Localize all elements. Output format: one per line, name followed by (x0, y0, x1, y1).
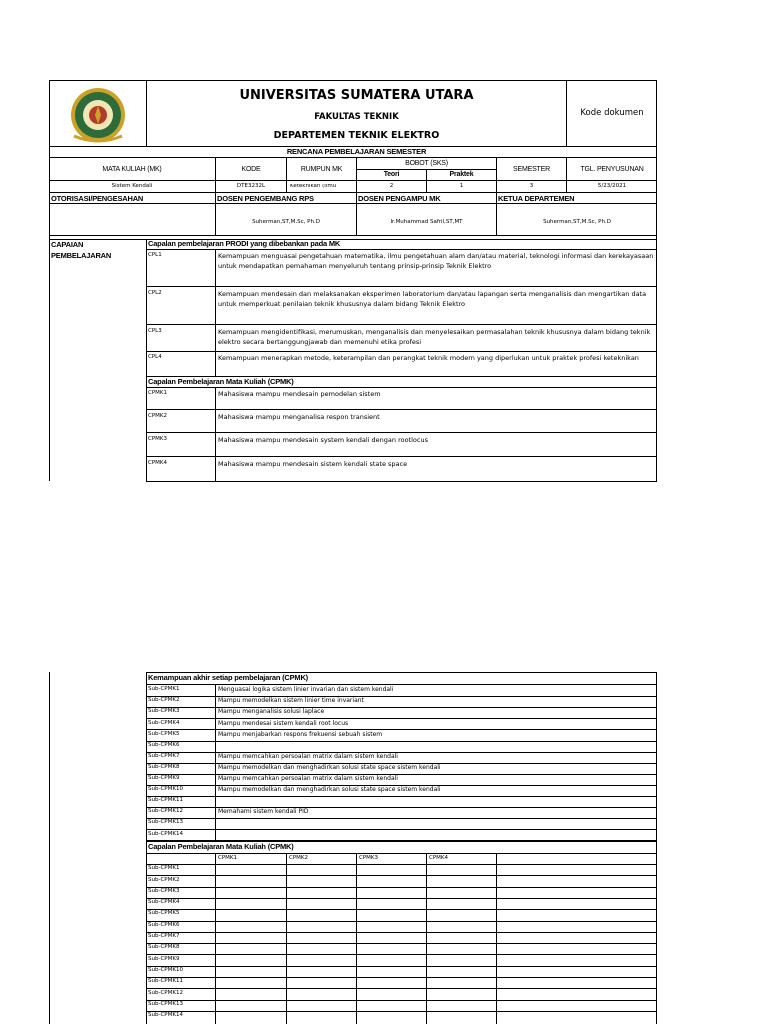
matrix-row-label: Sub-CPMK3 (148, 887, 180, 894)
sub-cpmk-header: Kemampuan akhir setiap pembelajaran (CPMK) (148, 673, 308, 682)
cpmk-text: Mahasiswa mampu menganalisa respon transient (218, 413, 380, 421)
header-semester: SEMESTER (513, 166, 550, 173)
matrix-row-label: Sub-CPMK8 (148, 944, 180, 951)
matrix-column-label: CPMK4 (429, 855, 449, 861)
cpl-text: Kemampuan mendesain dan melaksanakan eksperimen laboratorium dan/atau lapangan serta menganalisis dan mengartikan data untuk memperkuat penilaian teknik khususnya dalam bidang Teknik Elektro (218, 290, 647, 309)
lecturer-name: Ir.Muhammad Safril,ST,MT (390, 219, 463, 225)
cpmk-code: CPMK4 (148, 460, 168, 466)
cpmk-text: Mahasiswa mampu mendesain system kendali dengan rootlocus (218, 436, 428, 444)
sub-cpmk-code: Sub-CPMK4 (148, 719, 180, 726)
sub-cpmk-code: Sub-CPMK3 (148, 708, 180, 715)
cpl-code: CPL1 (148, 252, 162, 258)
matrix-header: Capalan Pembelajaran Mata Kuliah (CPMK) (148, 842, 294, 851)
university-logo (64, 86, 132, 144)
matrix-column-label: CPMK3 (359, 855, 379, 861)
sub-cpmk-text: Mampu memodelkan sistem linier time invariant (218, 697, 364, 705)
head-label: KETUA DEPARTEMEN (498, 194, 575, 203)
sub-cpmk-code: Sub-CPMK8 (148, 763, 180, 770)
matrix-row-label: Sub-CPMK9 (148, 955, 180, 962)
university-name: UNIVERSITAS SUMATERA UTARA (239, 88, 474, 103)
course-name: Sistem Kendali (111, 183, 153, 189)
matrix-row-label: Sub-CPMK11 (148, 978, 183, 985)
sub-cpmk-code: Sub-CPMK12 (148, 808, 183, 815)
rps-title: RENCANA PEMBELAJARAN SEMESTER (286, 147, 427, 156)
outcomes-label-1: CAPAIAN (51, 240, 84, 249)
head-name: Suherman,ST,M.Sc, Ph.D (543, 219, 611, 225)
sub-cpmk-code: Sub-CPMK2 (148, 697, 180, 704)
course-semester: 3 (529, 183, 534, 189)
sub-cpmk-code: Sub-CPMK13 (148, 819, 183, 826)
cpmk-text: Mahasiswa mampu mendesain pemodelan sistem (218, 390, 381, 398)
cpmk-code: CPMK2 (148, 413, 168, 419)
header-cluster: RUMPUN MK (300, 166, 343, 173)
cpmk-text: Mahasiswa mampu mendesain sistem kendali state space (218, 460, 408, 468)
cpl-code: CPL3 (148, 328, 162, 334)
header-credits: BOBOT (SKS) (405, 160, 448, 167)
course-practice: 1 (459, 183, 464, 189)
sub-cpmk-code: Sub-CPMK7 (148, 752, 180, 759)
cpl-text: Kemampuan mengidentifikasi, merumuskan, menganalisis dan menyelesaikan permasalahan teknik khususnya dalam bidang teknik elektro secara bertanggungjawab dan memenuhi etika profesi (218, 328, 651, 347)
header-date: TGL. PENYUSUNAN (580, 166, 644, 173)
course-code: DTE3232L (236, 183, 266, 189)
header-practice: Praktek (449, 171, 474, 178)
cpl-text: Kemampuan menerapkan metode, keterampilan dan perangkat teknik modern yang diperlukan untuk praktek profesi keteknikan (218, 354, 639, 362)
matrix-row-label: Sub-CPMK13 (148, 1000, 183, 1007)
department-name: DEPARTEMEN TEKNIK ELEKTRO (273, 130, 440, 141)
developer-name: Suherman,ST,M.Sc, Ph.D (252, 219, 320, 225)
sub-cpmk-text: Menguasai logika sistem linier invarian dan sistem kendali (218, 686, 394, 694)
sub-cpmk-text: Mampu memodelkan dan menghadirkan solusi state space sistem kendali (218, 763, 441, 771)
outcomes-label-2: PEMBELAJARAN (51, 251, 112, 260)
matrix-row-label: Sub-CPMK2 (148, 876, 180, 883)
cpmk-header: Capalan Pembelajaran Mata Kuliah (CPMK) (148, 377, 294, 386)
sub-cpmk-code: Sub-CPMK10 (148, 786, 183, 793)
header-theory: Teori (383, 171, 400, 178)
sub-cpmk-text: Mampu menjabarkan respons frekuensi sebuah sistem (218, 730, 383, 738)
matrix-row-label: Sub-CPMK12 (148, 989, 183, 996)
sub-cpmk-code: Sub-CPMK5 (148, 730, 180, 737)
cpmk-code: CPMK3 (148, 436, 168, 442)
matrix-column-label: CPMK1 (218, 855, 238, 861)
matrix-row-label: Sub-CPMK10 (148, 966, 183, 973)
sub-cpmk-text: Mampu memcahkan persoalan matrix dalam sistem kendali (218, 752, 398, 760)
sub-cpmk-text: Mampu memcahkan persoalan matrix dalam sistem kendali (218, 775, 398, 782)
cpl-code: CPL4 (148, 354, 162, 360)
developer-label: DOSEN PENGEMBANG RPS (217, 194, 314, 203)
course-cluster: Keteknikan (ilmu (290, 184, 337, 189)
matrix-row-label: Sub-CPMK6 (148, 921, 180, 928)
matrix-row-label: Sub-CPMK1 (148, 865, 180, 872)
sub-cpmk-code: Sub-CPMK6 (148, 741, 180, 748)
sub-cpmk-code: Sub-CPMK14 (148, 830, 183, 837)
header-code: KODE (241, 166, 261, 173)
matrix-row-label: Sub-CPMK14 (148, 1012, 183, 1019)
sub-cpmk-text: Mampu menganalisis solusi laplace (218, 708, 325, 716)
authorization-label: OTORISASI/PENGESAHAN (51, 194, 144, 203)
sub-cpmk-code: Sub-CPMK1 (148, 686, 180, 693)
matrix-row-label: Sub-CPMK5 (148, 910, 180, 917)
cpl-text: Kemampuan menguasai pengetahuan matematika, ilmu pengetahuan alam dan/atau material, teknologi informasi dan kerekayasaan untuk mendapatkan pemahaman menyeluruh tentang prinsip-prinsip Teknik Elektro (218, 252, 654, 271)
cpmk-code: CPMK1 (148, 390, 168, 396)
sub-cpmk-code: Sub-CPMK11 (148, 797, 183, 804)
lecturer-label: DOSEN PENGAMPU MK (358, 194, 441, 203)
matrix-row-label: Sub-CPMK7 (148, 933, 180, 939)
faculty-name: FAKULTAS TEKNIK (314, 112, 399, 122)
cpl-header: Capalan pembelajaran PRODI yang dibebankan pada MK (148, 239, 341, 248)
doc-code-label: Kode dokumen (580, 108, 644, 118)
sub-cpmk-text: Mampu mendesai sistem kendali root locus (218, 719, 349, 727)
matrix-column-label: CPMK2 (289, 855, 309, 861)
course-theory: 2 (389, 183, 394, 189)
matrix-row-label: Sub-CPMK4 (148, 899, 180, 906)
header-course: MATA KULIAH (MK) (102, 166, 162, 173)
cpl-code: CPL2 (148, 290, 162, 296)
course-date: 5/23/2021 (597, 183, 627, 189)
sub-cpmk-text: Memahami sistem kendali PID (218, 808, 309, 816)
sub-cpmk-code: Sub-CPMK9 (148, 775, 180, 781)
sub-cpmk-text: Mampu memodelkan dan menghadirkan solusi state space sistem kendali (218, 786, 441, 794)
